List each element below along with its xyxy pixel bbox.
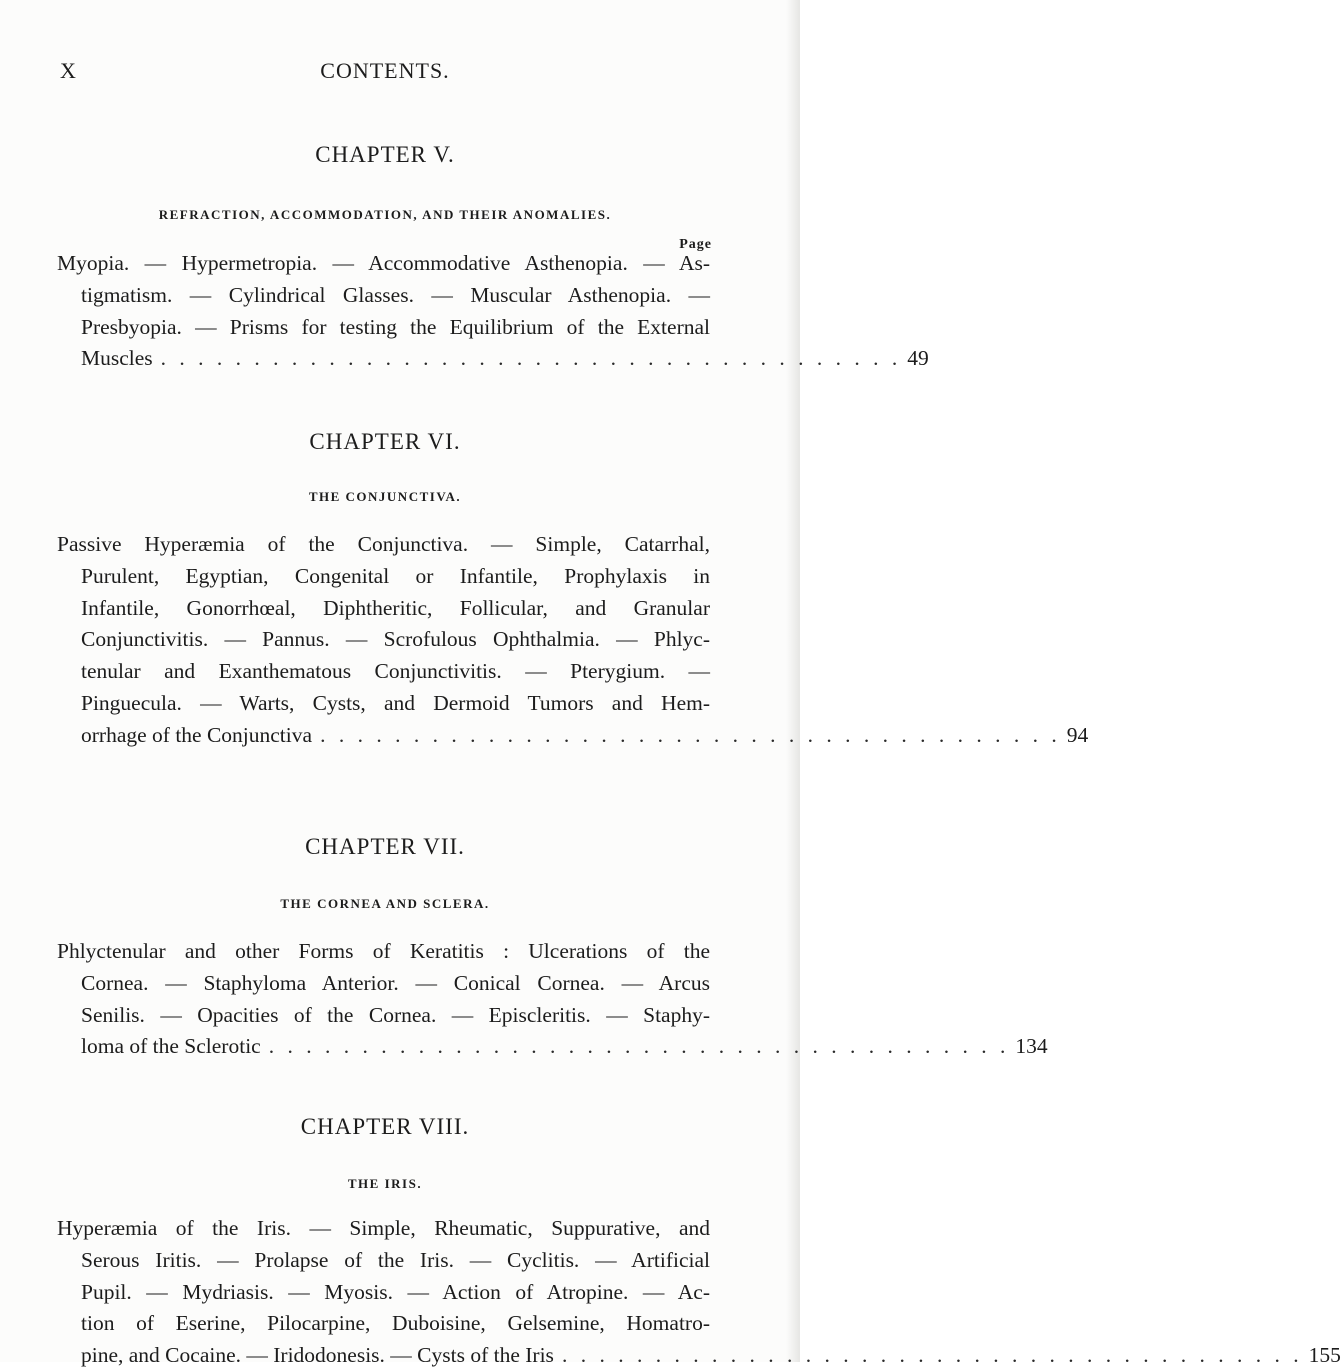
entry-line: Myopia. — Hypermetropia. — Accommodative Asthenopia. — As- [57,251,710,275]
dot-leader: . . . . . . . . . . . . . . . . . . . . . . . . . . . . . . . . . . . . . . . . [561,1343,1303,1368]
entry-line: Purulent, Egyptian, Congenital or Infantile, Prophylaxis in [81,563,710,588]
chapter-7-page-number: 134 [1015,1034,1048,1059]
entry-line: orrhage of the Conjunctiva [81,722,313,747]
chapter-7-title: CHAPTER VII. [305,834,465,859]
entry-line: Presbyopia. — Prisms for testing the Equilibrium of the External [81,314,710,339]
entry-line: Pinguecula. — Warts, Cysts, and Dermoid Tumors and Hem- [81,690,710,715]
chapter-5-subtitle: REFRACTION, ACCOMMODATION, AND THEIR ANOMALIES. [158,207,612,222]
entry-line: Hyperæmia of the Iris. — Simple, Rheumatic, Suppurative, and [57,1216,710,1240]
entry-last-line [57,720,1089,752]
entry-line: Pupil. — Mydriasis. — Myosis. — Action of Atropine. — Ac- [81,1279,710,1304]
running-header [60,58,710,88]
chapter-6-title: CHAPTER VI. [309,429,461,454]
chapter-7-subtitle: THE CORNEA AND SCLERA. [280,896,490,911]
page-number-roman: X [60,58,77,83]
chapter-5-entry [57,248,929,375]
page-column-label: Page [679,237,712,252]
entry-line: Phlyctenular and other Forms of Keratitis : Ulcerations of the [57,939,710,963]
chapter-8-title: CHAPTER VIII. [300,1114,470,1139]
dot-leader: . . . . . . . . . . . . . . . . . . . . . . . . . . . . . . . . . . . . . . . . [160,346,902,371]
chapter-5-page-number: 49 [907,346,929,371]
chapter-8-subtitle: THE IRIS. [347,1176,423,1191]
entry-line: Muscles [81,346,153,371]
entry-line: Senilis. — Opacities of the Cornea. — Episcleritis. — Staphy- [81,1002,710,1027]
entry-line: Serous Iritis. — Prolapse of the Iris. — Cyclitis. — Artificial [81,1247,710,1272]
entry-last-line [57,1031,1048,1063]
chapter-5-title: CHAPTER V. [315,142,455,167]
entry-last-line [57,1340,1341,1372]
entry-line: Cornea. — Staphyloma Anterior. — Conical Cornea. — Arcus [81,970,710,995]
chapter-8-entry [57,1213,1341,1372]
chapter-6-entry [57,529,1089,752]
entry-last-line [57,343,929,375]
dot-leader: . . . . . . . . . . . . . . . . . . . . . . . . . . . . . . . . . . . . . . . . [320,722,1061,747]
running-title: CONTENTS. [320,58,450,83]
entry-line: pine, and Cocaine. — Iridodonesis. — Cysts of the Iris [81,1343,554,1368]
chapter-6-subtitle: THE CONJUNCTIVA. [308,489,462,504]
entry-line: Conjunctivitis. — Pannus. — Scrofulous Ophthalmia. — Phlyc- [81,627,710,652]
entry-line: tion of Eserine, Pilocarpine, Duboisine, Gelsemine, Homatro- [81,1311,710,1336]
entry-line: tenular and Exanthematous Conjunctivitis. — Pterygium. — [81,659,710,684]
page-edge-shadow [786,0,800,1362]
entry-line: loma of the Sclerotic [81,1034,261,1059]
entry-line: tigmatism. — Cylindrical Glasses. — Muscular Asthenopia. — [81,282,710,307]
chapter-7-entry [57,936,1048,1063]
chapter-6-page-number: 94 [1066,722,1089,747]
dot-leader: . . . . . . . . . . . . . . . . . . . . . . . . . . . . . . . . . . . . . . . . [268,1034,1010,1059]
entry-line: Passive Hyperæmia of the Conjunctiva. — Simple, Catarrhal, [57,532,710,556]
chapter-8-page-number: 155 [1308,1343,1341,1368]
entry-line: Infantile, Gonorrhœal, Diphtheritic, Follicular, and Granular [81,595,710,620]
